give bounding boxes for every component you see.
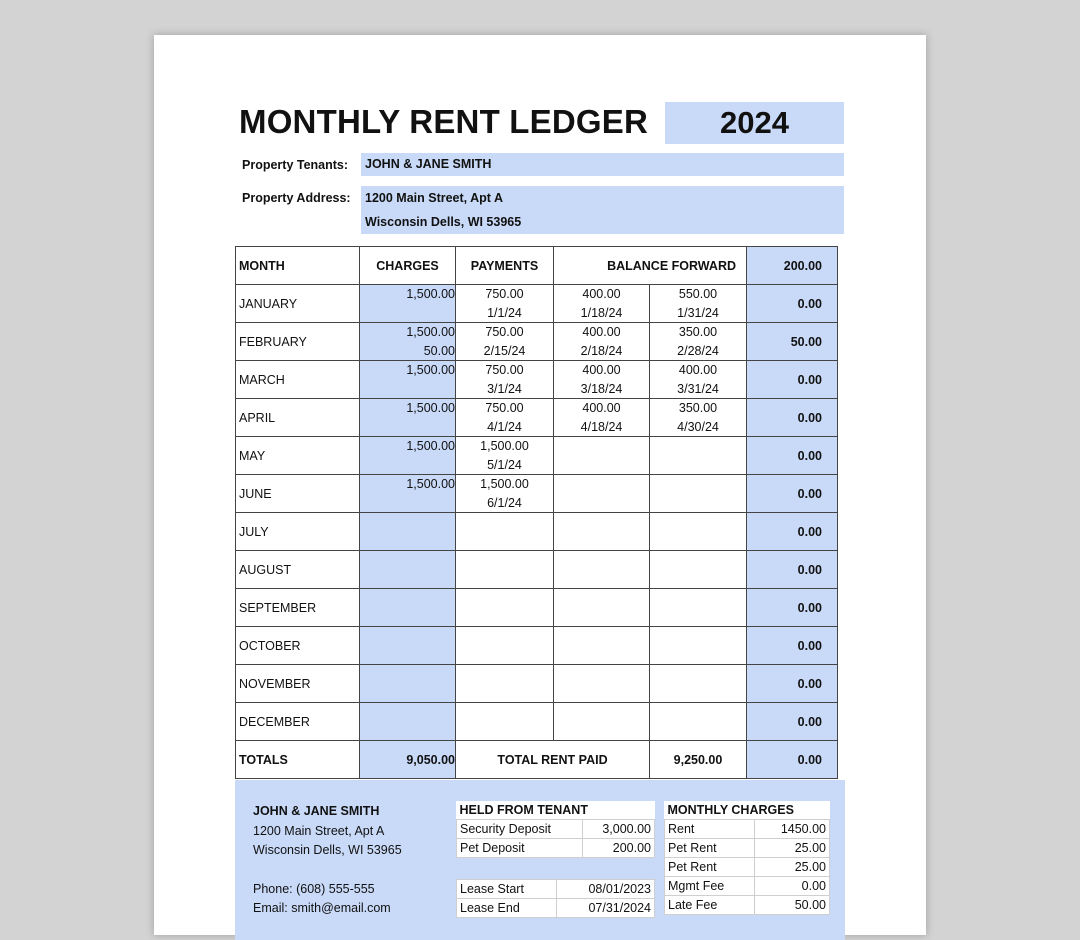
summary-tenant-name: JOHN & JANE SMITH — [253, 804, 380, 818]
balance-cell: 0.00 — [747, 285, 838, 323]
payment-cell — [650, 589, 747, 627]
monthly-label: Pet Rent — [665, 858, 755, 877]
month-cell: OCTOBER — [236, 627, 360, 665]
payment-cell — [650, 665, 747, 703]
held-value: 200.00 — [583, 839, 655, 858]
payment-cell-line: 4/30/24 — [677, 419, 719, 434]
balance-cell: 0.00 — [747, 703, 838, 741]
charges-cell-line: 1,500.00 — [406, 363, 455, 377]
payment-cell-line: 350.00 — [678, 401, 718, 415]
payment-cell-line: 6/1/24 — [487, 495, 522, 510]
payment-cell — [554, 323, 650, 361]
payment-cell-line: 3/1/24 — [487, 381, 522, 396]
payment-cell — [456, 361, 554, 399]
ledger-row — [236, 665, 838, 703]
payment-cell — [554, 437, 650, 475]
payment-cell-line: 750.00 — [485, 363, 524, 377]
ledger-row — [236, 589, 838, 627]
tenant-summary-panel — [235, 780, 845, 940]
payment-cell-line: 2/28/24 — [677, 343, 719, 358]
payment-cell — [456, 285, 554, 323]
totals-label: TOTALS — [236, 741, 360, 779]
monthly-label: Pet Rent — [665, 839, 755, 858]
header-month: MONTH — [236, 247, 360, 285]
totals-row — [236, 741, 838, 779]
charges-cell — [360, 399, 456, 437]
monthly-row — [665, 839, 830, 858]
payment-cell-line: 1/1/24 — [487, 305, 522, 320]
charges-cell — [360, 589, 456, 627]
payment-cell — [554, 551, 650, 589]
lease-value: 07/31/2024 — [556, 899, 654, 918]
address-field — [361, 186, 844, 234]
summary-address-1: 1200 Main Street, Apt A — [253, 824, 385, 838]
balance-cell: 0.00 — [747, 551, 838, 589]
balance-cell: 50.00 — [747, 323, 838, 361]
payment-cell — [650, 513, 747, 551]
ledger-row — [236, 627, 838, 665]
held-row — [457, 820, 655, 839]
monthly-title: MONTHLY CHARGES — [665, 801, 830, 820]
payment-cell-line: 400.00 — [582, 401, 621, 415]
payment-cell — [650, 551, 747, 589]
payment-cell-line: 400.00 — [582, 363, 621, 377]
ledger-row — [236, 361, 838, 399]
balance-cell: 0.00 — [747, 589, 838, 627]
payment-cell-line: 5/1/24 — [487, 457, 522, 472]
lease-row — [457, 880, 655, 899]
total-rent-paid: 9,250.00 — [650, 741, 747, 779]
total-rent-paid-label: TOTAL RENT PAID — [456, 741, 650, 779]
month-cell: APRIL — [236, 399, 360, 437]
balance-cell: 0.00 — [747, 399, 838, 437]
tenants-label: Property Tenants: — [242, 158, 349, 172]
balance-cell: 0.00 — [747, 361, 838, 399]
payment-cell — [456, 513, 554, 551]
total-balance: 0.00 — [747, 741, 838, 779]
payment-cell-line: 3/31/24 — [677, 381, 719, 396]
payment-cell — [554, 475, 650, 513]
balance-cell: 0.00 — [747, 665, 838, 703]
month-cell: FEBRUARY — [236, 323, 360, 361]
payment-cell — [456, 589, 554, 627]
payment-cell — [650, 437, 747, 475]
tenants-value: JOHN & JANE SMITH — [365, 157, 492, 171]
payment-cell-line: 550.00 — [678, 287, 718, 301]
monthly-value: 0.00 — [755, 877, 830, 896]
monthly-value: 50.00 — [755, 896, 830, 915]
ledger-row — [236, 323, 838, 361]
monthly-row — [665, 820, 830, 839]
ledger-row — [236, 551, 838, 589]
payment-cell-line: 1/18/24 — [580, 305, 623, 320]
address-line-1: 1200 Main Street, Apt A — [365, 191, 504, 205]
held-title: HELD FROM TENANT — [457, 801, 655, 820]
balance-cell: 0.00 — [747, 627, 838, 665]
payment-cell — [456, 475, 554, 513]
payment-cell — [456, 665, 554, 703]
payment-cell — [456, 627, 554, 665]
payment-cell — [650, 361, 747, 399]
payment-cell — [456, 323, 554, 361]
header-balance-forward: BALANCE FORWARD — [554, 247, 747, 285]
ledger-row — [236, 475, 838, 513]
summary-phone: Phone: (608) 555-555 — [253, 882, 375, 896]
payment-cell-line: 1/31/24 — [677, 305, 719, 320]
charges-cell — [360, 665, 456, 703]
lease-label: Lease Start — [457, 880, 557, 899]
payment-cell-line: 400.00 — [678, 363, 718, 377]
payment-cell-line: 750.00 — [485, 325, 524, 339]
summary-email: Email: smith@email.com — [253, 901, 391, 915]
payment-cell — [554, 627, 650, 665]
payment-cell-line: 4/1/24 — [487, 419, 522, 434]
month-cell: MAY — [236, 437, 360, 475]
charges-cell — [360, 285, 456, 323]
monthly-row — [665, 858, 830, 877]
ledger-row — [236, 285, 838, 323]
charges-cell-line: 1,500.00 — [406, 439, 455, 453]
header-payments: PAYMENTS — [456, 247, 554, 285]
address-line-2: Wisconsin Dells, WI 53965 — [365, 215, 522, 229]
charges-cell-line: 1,500.00 — [406, 401, 455, 415]
lease-row — [457, 899, 655, 918]
monthly-charges-table — [664, 801, 830, 915]
month-cell: AUGUST — [236, 551, 360, 589]
charges-cell-line: 1,500.00 — [406, 287, 455, 301]
charges-cell — [360, 627, 456, 665]
header-charges: CHARGES — [360, 247, 456, 285]
ledger-row — [236, 703, 838, 741]
payment-cell — [456, 437, 554, 475]
month-cell: NOVEMBER — [236, 665, 360, 703]
ledger-row — [236, 513, 838, 551]
lease-value: 08/01/2023 — [556, 880, 654, 899]
payment-cell-line: 2/15/24 — [483, 343, 526, 358]
payment-cell — [554, 513, 650, 551]
monthly-label: Mgmt Fee — [665, 877, 755, 896]
payment-cell — [650, 323, 747, 361]
balance-cell: 0.00 — [747, 513, 838, 551]
lease-dates-table — [456, 879, 655, 918]
summary-address-2: Wisconsin Dells, WI 53965 — [253, 843, 402, 857]
ledger-page — [154, 35, 926, 935]
opening-balance: 200.00 — [747, 247, 838, 285]
charges-cell — [360, 475, 456, 513]
payment-cell — [456, 551, 554, 589]
month-cell: DECEMBER — [236, 703, 360, 741]
monthly-label: Late Fee — [665, 896, 755, 915]
monthly-row — [665, 896, 830, 915]
charges-cell — [360, 513, 456, 551]
page-title: MONTHLY RENT LEDGER — [239, 103, 649, 140]
payment-cell-line: 750.00 — [485, 401, 524, 415]
year-box: 2024 — [665, 102, 844, 144]
payment-cell — [554, 665, 650, 703]
payment-cell — [650, 627, 747, 665]
payment-cell-line: 1,500.00 — [480, 477, 529, 491]
charges-cell — [360, 437, 456, 475]
payment-cell — [650, 285, 747, 323]
charges-cell — [360, 703, 456, 741]
payment-cell — [650, 475, 747, 513]
held-label: Pet Deposit — [457, 839, 583, 858]
month-cell: JANUARY — [236, 285, 360, 323]
charges-cell — [360, 323, 456, 361]
monthly-value: 1450.00 — [755, 820, 830, 839]
month-cell: MARCH — [236, 361, 360, 399]
held-row — [457, 839, 655, 858]
held-label: Security Deposit — [457, 820, 583, 839]
payment-cell-line: 3/18/24 — [580, 381, 623, 396]
monthly-value: 25.00 — [755, 839, 830, 858]
payment-cell-line: 2/18/24 — [580, 343, 623, 358]
payment-cell-line: 400.00 — [582, 287, 621, 301]
month-cell: JUNE — [236, 475, 360, 513]
tenants-field — [361, 153, 844, 176]
held-from-tenant-table — [456, 801, 655, 858]
charges-cell-line: 50.00 — [423, 343, 455, 358]
month-cell: SEPTEMBER — [236, 589, 360, 627]
address-label: Property Address: — [242, 191, 351, 205]
charges-cell-line: 1,500.00 — [406, 477, 455, 491]
ledger-row — [236, 399, 838, 437]
charges-cell — [360, 361, 456, 399]
month-cell: JULY — [236, 513, 360, 551]
monthly-value: 25.00 — [755, 858, 830, 877]
payment-cell — [456, 399, 554, 437]
payment-cell-line: 350.00 — [678, 325, 718, 339]
held-value: 3,000.00 — [583, 820, 655, 839]
payment-cell-line: 1,500.00 — [480, 439, 529, 453]
payment-cell — [554, 589, 650, 627]
balance-cell: 0.00 — [747, 437, 838, 475]
payment-cell-line: 4/18/24 — [580, 419, 623, 434]
payment-cell — [554, 399, 650, 437]
lease-label: Lease End — [457, 899, 557, 918]
total-charges: 9,050.00 — [360, 741, 456, 779]
ledger-row — [236, 437, 838, 475]
payment-cell — [554, 703, 650, 741]
monthly-row — [665, 877, 830, 896]
payment-cell — [650, 703, 747, 741]
ledger-table — [235, 246, 838, 779]
charges-cell-line: 1,500.00 — [406, 325, 455, 339]
payment-cell-line: 750.00 — [485, 287, 524, 301]
payment-cell — [650, 399, 747, 437]
charges-cell — [360, 551, 456, 589]
payment-cell — [456, 703, 554, 741]
payment-cell — [554, 285, 650, 323]
monthly-label: Rent — [665, 820, 755, 839]
header-row — [236, 247, 838, 285]
payment-cell-line: 400.00 — [582, 325, 621, 339]
payment-cell — [554, 361, 650, 399]
balance-cell: 0.00 — [747, 475, 838, 513]
